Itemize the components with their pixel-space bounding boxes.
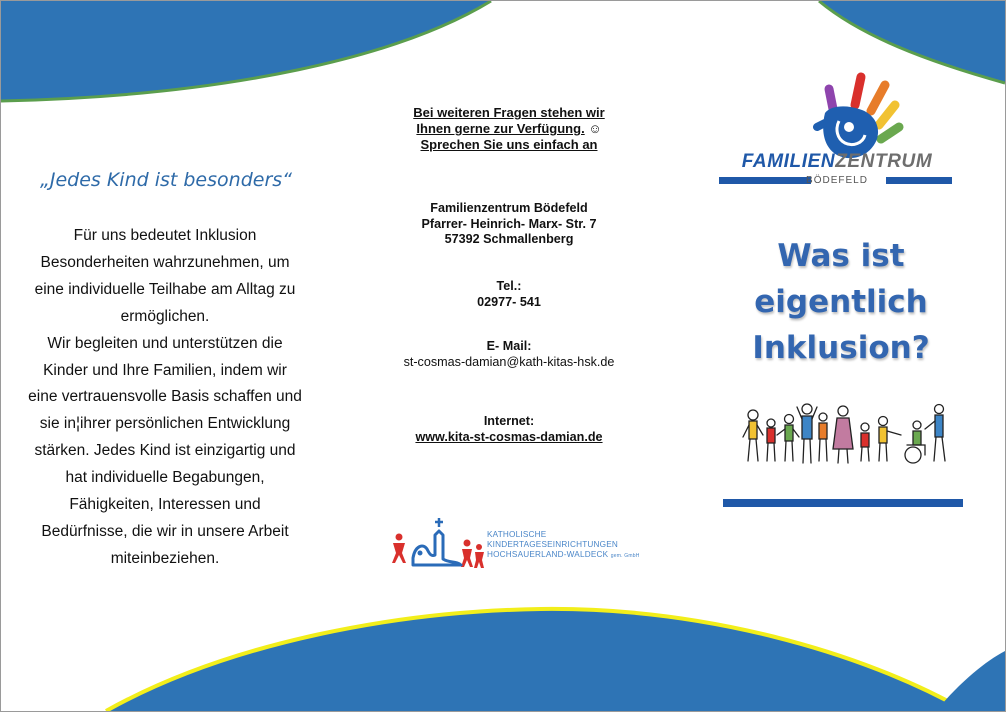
logo-name-part2: ZENTRUM — [835, 151, 933, 172]
red-figures — [392, 534, 484, 569]
address-street: Pfarrer- Heinrich- Marx- Str. 7 — [421, 216, 597, 231]
inclusion-description — [15, 223, 315, 573]
description-line: eine vertrauensvolle Basis schaffen und — [28, 388, 302, 406]
title-line: eigentlich — [754, 284, 928, 320]
top-left-wave — [1, 1, 491, 101]
phone-number: 02977- 541 — [477, 294, 541, 309]
description-line: stärken. Jedes Kind ist einzigartig und — [34, 442, 296, 460]
kita-line: KINDERTAGESEINRICHTUNGEN — [487, 540, 618, 549]
email-label: E- Mail: — [486, 339, 532, 353]
title-underline-bar — [723, 499, 963, 507]
address-block — [371, 201, 647, 248]
description-line: Bedürfnisse, die wir in unsere Arbeit — [41, 522, 289, 540]
intro-line — [371, 121, 647, 137]
email-address: st-cosmas-damian@kath-kitas-hsk.de — [403, 354, 615, 369]
kita-line: KATHOLISCHE — [487, 530, 547, 539]
title-line: Was ist — [777, 238, 905, 274]
description-line: sie in¦ihrer persönlichen Entwicklung — [39, 415, 291, 433]
familienzentrum-hand-logo-icon — [713, 67, 963, 192]
kita-line-text: HOCHSAUERLAND-WALDECK — [487, 550, 609, 559]
website-label: Internet: — [483, 414, 535, 428]
description-line: eine individuelle Teilhabe am Alltag zu — [34, 280, 296, 298]
logo-name — [717, 151, 957, 173]
description-line: Für uns bedeutet Inklusion — [73, 227, 257, 244]
website-block — [371, 414, 647, 445]
logo-name-part1: FAMILIEN — [741, 151, 836, 172]
title-line: Inklusion? — [752, 330, 930, 366]
address-name: Familienzentrum Bödefeld — [430, 201, 588, 215]
logo-bar-right — [886, 177, 952, 184]
description-line: miteinbeziehen. — [110, 549, 220, 567]
website-link[interactable]: www.kita-st-cosmas-damian.de — [415, 429, 603, 444]
logo-subtitle: BÖDEFELD — [806, 175, 868, 186]
phone-block — [371, 279, 647, 310]
intro-line: Sprechen Sie uns einfach an — [420, 137, 598, 152]
smiley-icon: ☺ — [588, 121, 602, 136]
description-line: Fähigkeiten, Interessen und — [69, 496, 261, 514]
kita-logo-text — [487, 530, 640, 561]
bottom-wave — [106, 609, 966, 711]
bottom-right-wave — [936, 651, 1005, 711]
left-quote: „Jedes Kind ist besonders“ — [40, 169, 292, 191]
children-drawing-icon — [741, 399, 955, 469]
description-line: Wir begleiten und unterstützen die — [47, 334, 283, 352]
kita-suffix: gem. GmbH — [610, 553, 640, 559]
phone-label: Tel.: — [496, 279, 522, 293]
brochure-title — [721, 233, 961, 371]
address-city: 57392 Schmallenberg — [444, 232, 574, 246]
description-line: Kinder und Ihre Familien, indem wir — [43, 361, 287, 379]
description-line: ermöglichen. — [120, 307, 210, 325]
intro-line: Bei weiteren Fragen stehen wir — [413, 105, 605, 120]
description-line: Besonderheiten wahrzunehmen, um — [40, 253, 290, 271]
contact-intro — [371, 105, 647, 153]
intro-line-text: Ihnen gerne zur Verfügung. — [416, 121, 585, 136]
kita-line — [487, 550, 640, 561]
email-block — [371, 339, 647, 370]
description-line: hat individuelle Begabungen, — [65, 469, 265, 487]
